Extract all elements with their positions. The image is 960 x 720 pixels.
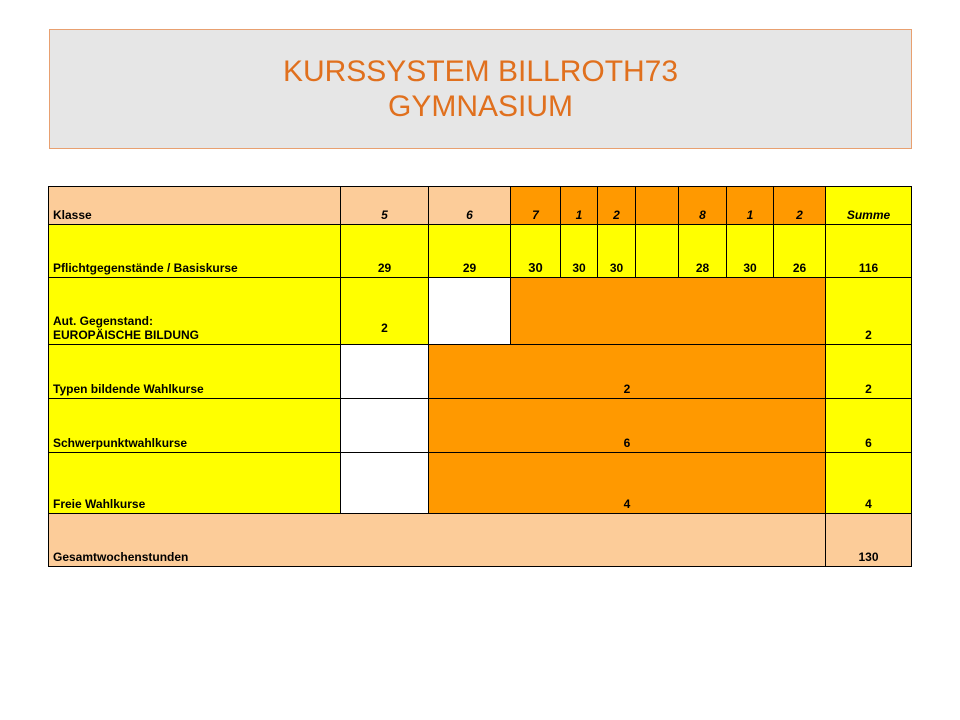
europa-summe: 2: [826, 278, 912, 345]
title-line-2: GYMNASIUM: [387, 90, 573, 123]
header-summe: Summe: [826, 187, 912, 225]
header-class-7-sub-2: 2: [598, 187, 636, 225]
header-class-8-sub-1: 1: [727, 187, 774, 225]
schwerpunkt-value: 6: [429, 399, 826, 453]
pflicht-class-6: 29: [429, 225, 511, 278]
gesamt-label: Gesamtwochenstunden: [49, 514, 826, 567]
schwerpunkt-class-5-empty: [341, 399, 429, 453]
europa-label-line-2: EUROPÄISCHE BILDUNG: [53, 328, 200, 342]
pflicht-summe: 116: [826, 225, 912, 278]
header-class-6: 6: [429, 187, 511, 225]
typen-value: 2: [429, 345, 826, 399]
schwerpunkt-row: [49, 399, 912, 453]
header-klasse: Klasse: [49, 187, 341, 225]
frei-row: [49, 453, 912, 514]
europa-orange-block: [511, 278, 826, 345]
gesamt-summe: 130: [826, 514, 912, 567]
pflicht-spacer: [636, 225, 679, 278]
pflicht-class-8: 28: [679, 225, 727, 278]
header-class-8-sub-2: 2: [774, 187, 826, 225]
pflicht-row: [49, 225, 912, 278]
kurssystem-table: [48, 186, 912, 567]
gesamt-row: [49, 514, 912, 567]
europa-class-5: 2: [341, 278, 429, 345]
europa-row: [49, 278, 912, 345]
header-row: [49, 187, 912, 225]
frei-class-5-empty: [341, 453, 429, 514]
schwerpunkt-label: Schwerpunktwahlkurse: [49, 399, 341, 453]
title-box: [49, 29, 912, 149]
typen-label: Typen bildende Wahlkurse: [49, 345, 341, 399]
pflicht-class-7: 30: [511, 225, 561, 278]
header-spacer: [636, 187, 679, 225]
header-class-8: 8: [679, 187, 727, 225]
title-line-1: KURSSYSTEM BILLROTH73: [282, 55, 679, 88]
europa-label: [49, 278, 341, 345]
frei-value: 4: [429, 453, 826, 514]
pflicht-label: Pflichtgegenstände / Basiskurse: [49, 225, 341, 278]
pflicht-class-8-sub-1: 30: [727, 225, 774, 278]
frei-label: Freie Wahlkurse: [49, 453, 341, 514]
header-class-7-sub-1: 1: [561, 187, 598, 225]
pflicht-class-8-sub-2: 26: [774, 225, 826, 278]
pflicht-class-5: 29: [341, 225, 429, 278]
pflicht-class-7-sub-2: 30: [598, 225, 636, 278]
schwerpunkt-summe: 6: [826, 399, 912, 453]
europa-class-6-empty: [429, 278, 511, 345]
typen-row: [49, 345, 912, 399]
pflicht-class-7-sub-1: 30: [561, 225, 598, 278]
header-class-5: 5: [341, 187, 429, 225]
header-class-7: 7: [511, 187, 561, 225]
typen-summe: 2: [826, 345, 912, 399]
frei-summe: 4: [826, 453, 912, 514]
typen-class-5-empty: [341, 345, 429, 399]
europa-label-line-1: Aut. Gegenstand:: [53, 314, 154, 328]
